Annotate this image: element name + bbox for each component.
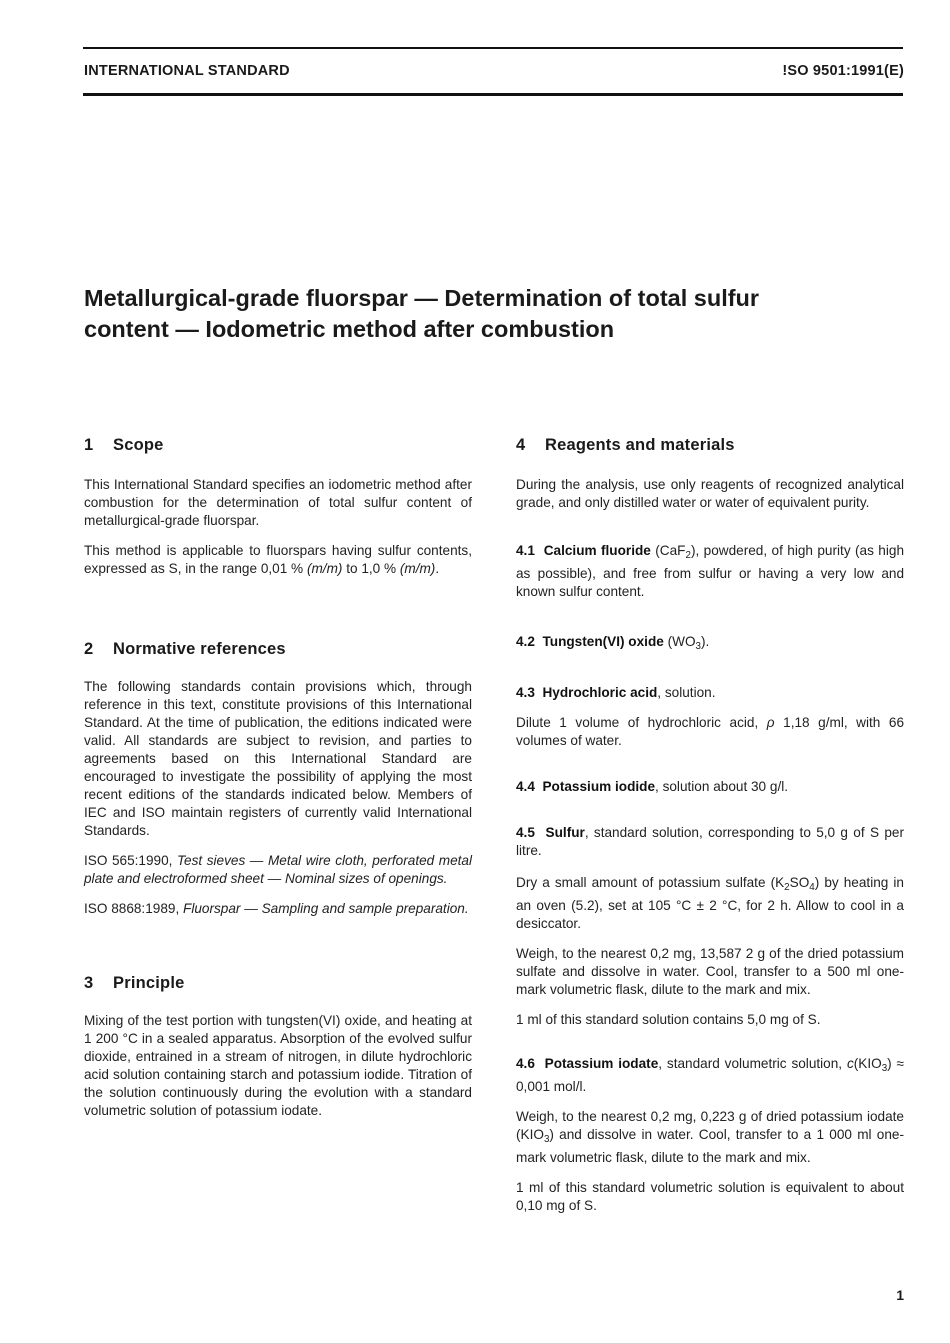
reagent-4-4: 4.4 Potassium iodide, solution about 30 g/l. <box>516 778 789 794</box>
reagent-4-5-equivalence: 1 ml of this standard solution contains 5,0 mg of S. <box>516 1011 821 1027</box>
document-title <box>84 283 904 345</box>
normative-paragraph: The following standards contain provisions which, through reference in this text, constitute provisions of this International Standard. At the time of publication, the editions indicated were valid. All standards are subject to revision, and parties to agreements based on this International Standard are encouraged to investigate the possibility of applying the most recent editions of the standards indicated below. Members of IEC and ISO maintain registers of currently valid International Standards. <box>84 679 472 838</box>
reagent-4-5: 4.5 Sulfur, standard solution, corresponding to 5,0 g of S per litre. <box>516 824 904 858</box>
section-number: 2 <box>84 640 94 658</box>
reagent-4-5-drying: Dry a small amount of potassium sulfate $(K_2SO_4)$ by heating in an oven (5.2), set at 105 °C ± 2 °C, for 2 h. Allow to cool in a desiccator. <box>516 874 904 931</box>
section-heading-normative-references <box>84 640 472 659</box>
reagent-4-6-weighing: Weigh, to the nearest 0,2 mg, 0,223 g of dried potassium iodate $(KIO_3)$ and dissolve in water. Cool, transfer to a 1 000 ml one-mark volumetric flask, dilute to the mark and mix. <box>516 1108 904 1165</box>
section-number: 4 <box>516 436 526 454</box>
section-heading-principle <box>84 974 472 993</box>
document-type-label: INTERNATIONAL STANDARD <box>84 63 290 79</box>
section-number: 3 <box>84 974 94 992</box>
right-column <box>516 436 904 1215</box>
reagent-4-6-equivalence: 1 ml of this standard volumetric solution is equivalent to about 0,10 mg of S. <box>516 1179 904 1213</box>
reagent-4-5-weighing: Weigh, to the nearest 0,2 mg, 13,587 2 g of the dried potassium sulfate and dissolve in water. Cool, transfer to a 500 ml one-mark volumetric flask, dilute to the mark and mix. <box>516 945 904 997</box>
reference-iso-565: ISO 565:1990, Test sieves — Metal wire cloth, perforated metal plate and electroformed sheet — Nominal sizes of openings. <box>84 853 473 886</box>
scope-range-paragraph: This method is applicable to fluorspars having sulfur contents, expressed as S, in the range 0,01 % (m/m) to 1,0 % (m/m). <box>84 543 472 576</box>
standard-number: !SO 9501:1991(E) <box>782 63 904 79</box>
reagent-4-1: 4.1 Calcium fluoride (CaF$_2$), powdered, of high purity (as high as possible), and free from sulfur or having a very low and known sulfur content. <box>516 543 905 599</box>
reagent-4-3-dilution: Dilute 1 volume of hydrochloric acid, ρ 1,18 g/ml, with 66 volumes of water. <box>516 714 905 748</box>
section-title: Scope <box>113 436 164 454</box>
section-heading-reagents <box>516 436 904 455</box>
page-number: 1 <box>896 1287 904 1303</box>
reagent-4-3: 4.3 Hydrochloric acid, solution. <box>516 684 716 700</box>
section-number: 1 <box>84 436 94 454</box>
header-rule-bottom <box>83 93 903 96</box>
reference-iso-8868: ISO 8868:1989, Fluorspar — Sampling and sample preparation. <box>84 901 469 916</box>
header-rule-top <box>83 47 903 49</box>
title-line-2: content — Iodometric method after combustion <box>84 316 615 342</box>
left-column <box>84 436 472 1120</box>
scope-paragraph: This International Standard specifies an iodometric method after combustion for the determination of total sulfur content of metallurgical-grade fluorspar. <box>84 477 472 528</box>
section-title: Normative references <box>113 640 286 658</box>
reagent-4-6: 4.6 Potassium iodate, standard volumetric solution, $c(KIO_3) \approx 0,001$ mol/l. <box>516 1055 904 1094</box>
section-title: Principle <box>113 974 185 992</box>
section-title: Reagents and materials <box>545 436 735 454</box>
reagents-intro: During the analysis, use only reagents of recognized analytical grade, and only distilled water or water of equivalent purity. <box>516 477 904 510</box>
reagent-4-2: 4.2 Tungsten(VI) oxide $(WO_3)$. <box>516 633 710 652</box>
principle-paragraph: Mixing of the test portion with tungsten(VI) oxide, and heating at 1 200 °C in a sealed apparatus. Absorption of the evolved sulfur dioxide, entrained in a stream of nitrogen, in dilute hydrochloric acid solution containing starch and potassium iodide. Titration of the solution continuously during the evolution with a standard volumetric solution of potassium iodate. <box>84 1013 472 1118</box>
section-heading-scope <box>84 436 472 455</box>
title-line-1: Metallurgical-grade fluorspar — Determination of total sulfur <box>84 285 760 311</box>
